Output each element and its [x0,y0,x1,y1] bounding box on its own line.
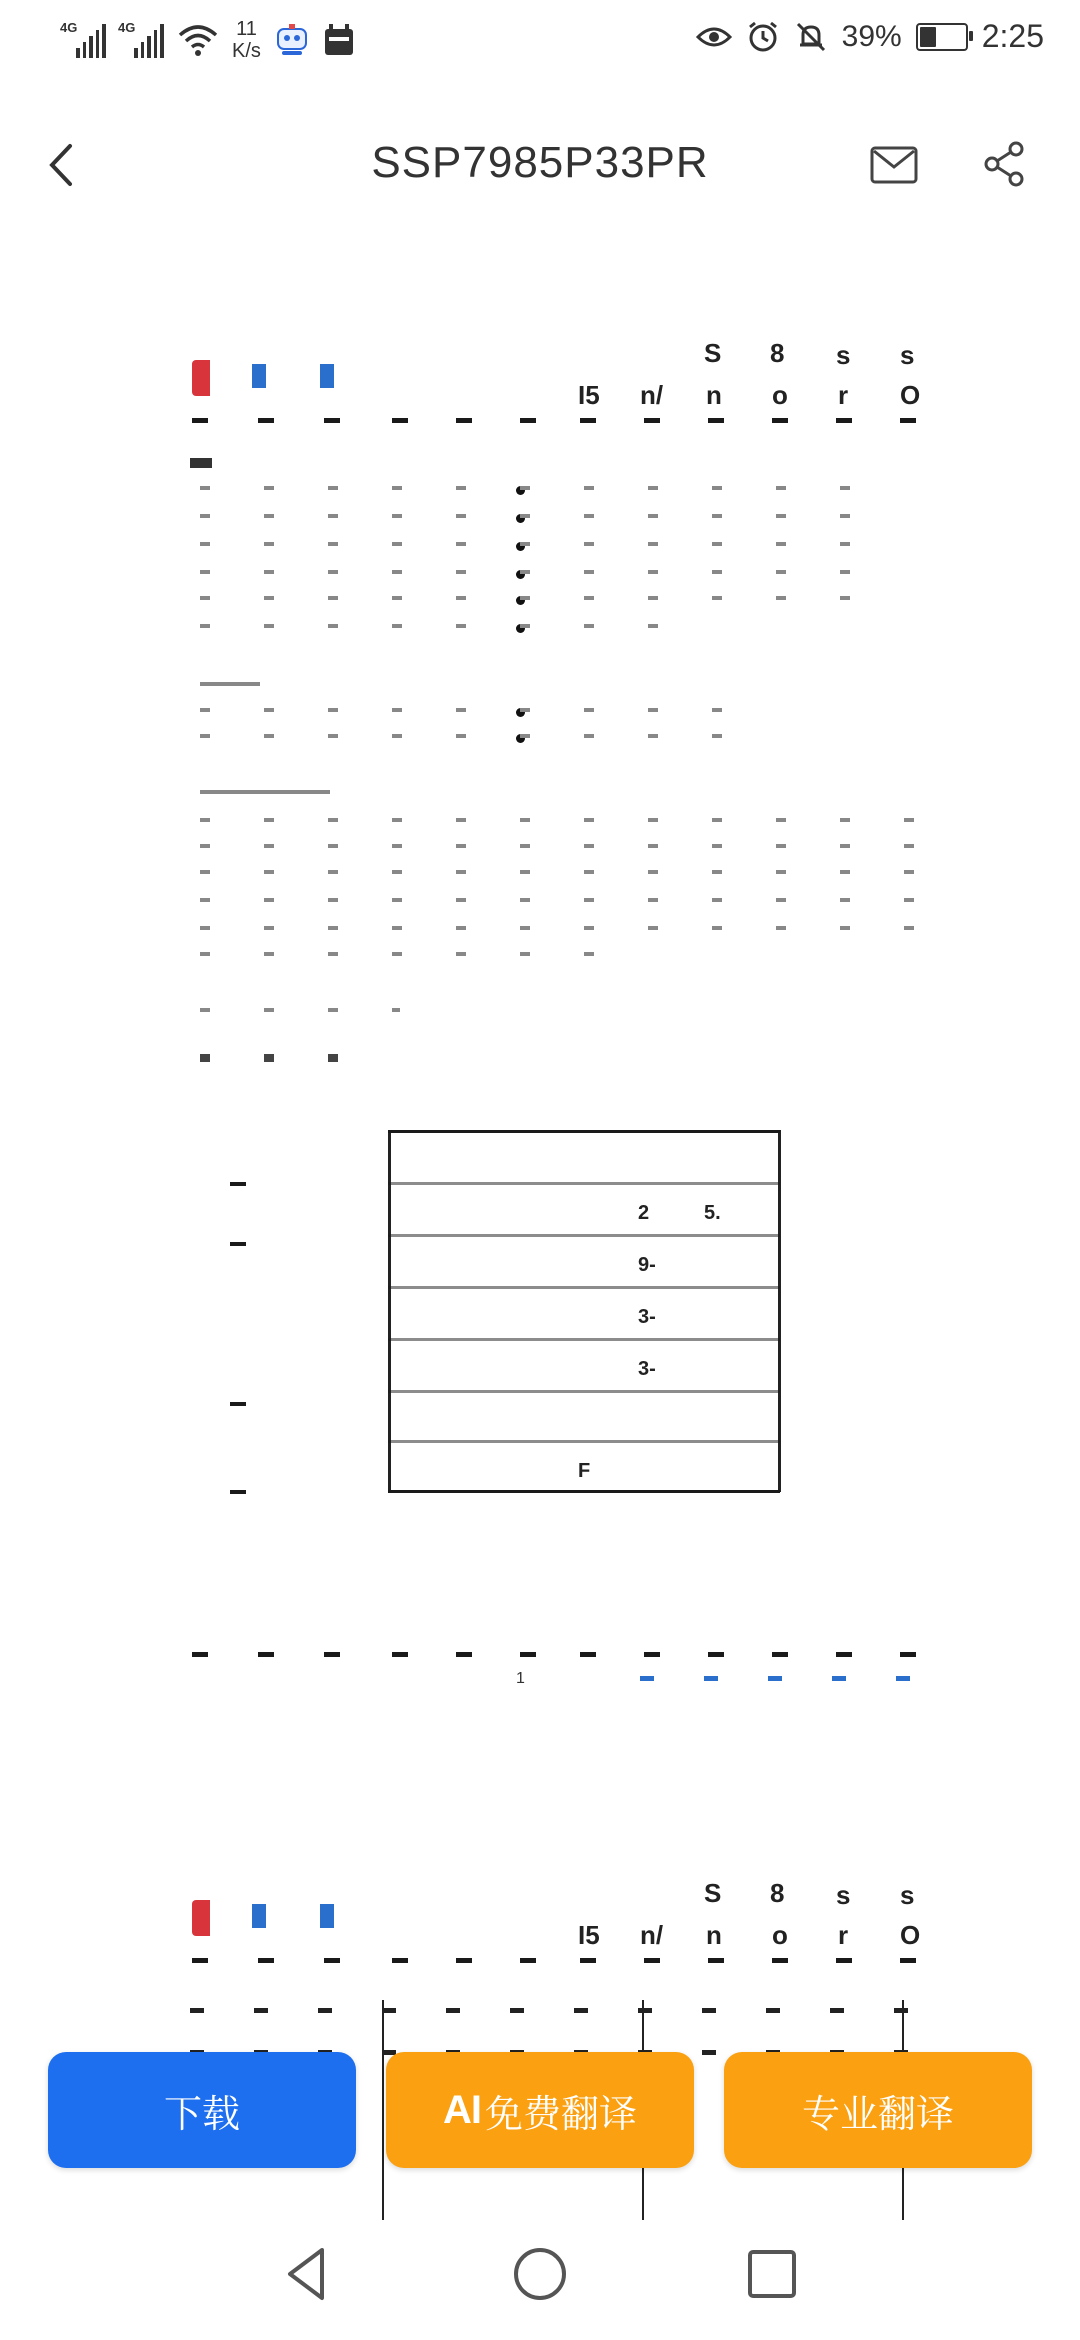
mute-bell-icon [794,20,828,54]
app-header [0,110,1080,220]
doc-rule [160,418,930,424]
status-left [62,18,355,62]
page-title: SSP7985P33PR [371,138,709,187]
doc-glyph: s [900,340,915,370]
table-cell: 3- [638,1358,656,1380]
doc-glyph: I5 [578,380,600,410]
table-cell: 9- [638,1254,656,1276]
square-recent-icon[interactable] [740,2242,804,2306]
doc-logo [192,360,210,396]
table-cell: 3- [638,1306,656,1328]
download-label: 下载 [163,2093,240,2136]
signal-icon: 4G [120,22,164,58]
battery-icon [916,23,968,51]
ai-logo-icon: AI [442,2087,481,2132]
doc-glyph: r [838,380,849,410]
pro-translate-label: 专业翻译 [801,2093,954,2136]
system-nav-bar [0,2220,1080,2340]
doc-glyph: n/ [640,1920,664,1950]
robot-app-icon [275,23,309,57]
alarm-icon [746,20,780,54]
doc-logo [320,364,334,388]
pdf-page-1 [160,300,930,1760]
status-bar [0,0,1080,80]
doc-glyph: s [836,1880,851,1910]
pro-translate-button[interactable] [724,2052,1032,2168]
doc-glyph: O [900,1920,921,1950]
doc-glyph: S [704,1878,722,1908]
battery-percent: 39% [841,19,902,53]
doc-glyph: n/ [640,380,664,410]
doc-glyph: n [706,380,722,410]
wifi-icon [178,23,218,57]
share-icon[interactable] [982,140,1026,188]
doc-logo [192,1900,210,1936]
table-cell: 5. [704,1202,721,1224]
doc-glyph: o [772,1920,788,1950]
doc-logo [252,1904,266,1928]
doc-glyph: s [836,340,851,370]
circle-home-icon[interactable] [508,2242,572,2306]
doc-glyph: I5 [578,1920,600,1950]
status-right [696,18,1044,55]
clock: 2:25 [981,18,1044,54]
doc-glyph: o [772,380,788,410]
doc-feature-list [160,450,930,1150]
doc-glyph: 8 [770,338,785,368]
signal-icon: 4G [62,22,106,58]
doc-glyph: r [838,1920,849,1950]
table-cell: F [578,1460,591,1482]
download-button[interactable] [48,2052,356,2168]
doc-footer [160,1652,930,1692]
ai-translate-label: 免费翻译 [484,2093,637,2136]
doc-logo [320,1904,334,1928]
doc-glyph: n [706,1920,722,1950]
doc-rule [160,1958,930,1964]
table-cell: 2 [638,1202,650,1224]
ai-translate-button[interactable] [386,2052,694,2168]
doc-table [160,1110,930,1482]
doc-glyph: S [704,338,722,368]
page-number: 1 [516,1670,525,1687]
triangle-back-icon[interactable] [276,2242,340,2306]
network-speed: 11 K/s [232,18,261,62]
eye-icon [696,23,732,51]
doc-glyph: s [900,1880,915,1910]
pdf-preview[interactable] [0,300,1080,2220]
doc-logo [252,364,266,388]
doc-glyph: O [900,380,921,410]
doc-glyph: 8 [770,1878,785,1908]
calendar-icon [323,23,355,57]
mail-icon[interactable] [870,145,918,185]
